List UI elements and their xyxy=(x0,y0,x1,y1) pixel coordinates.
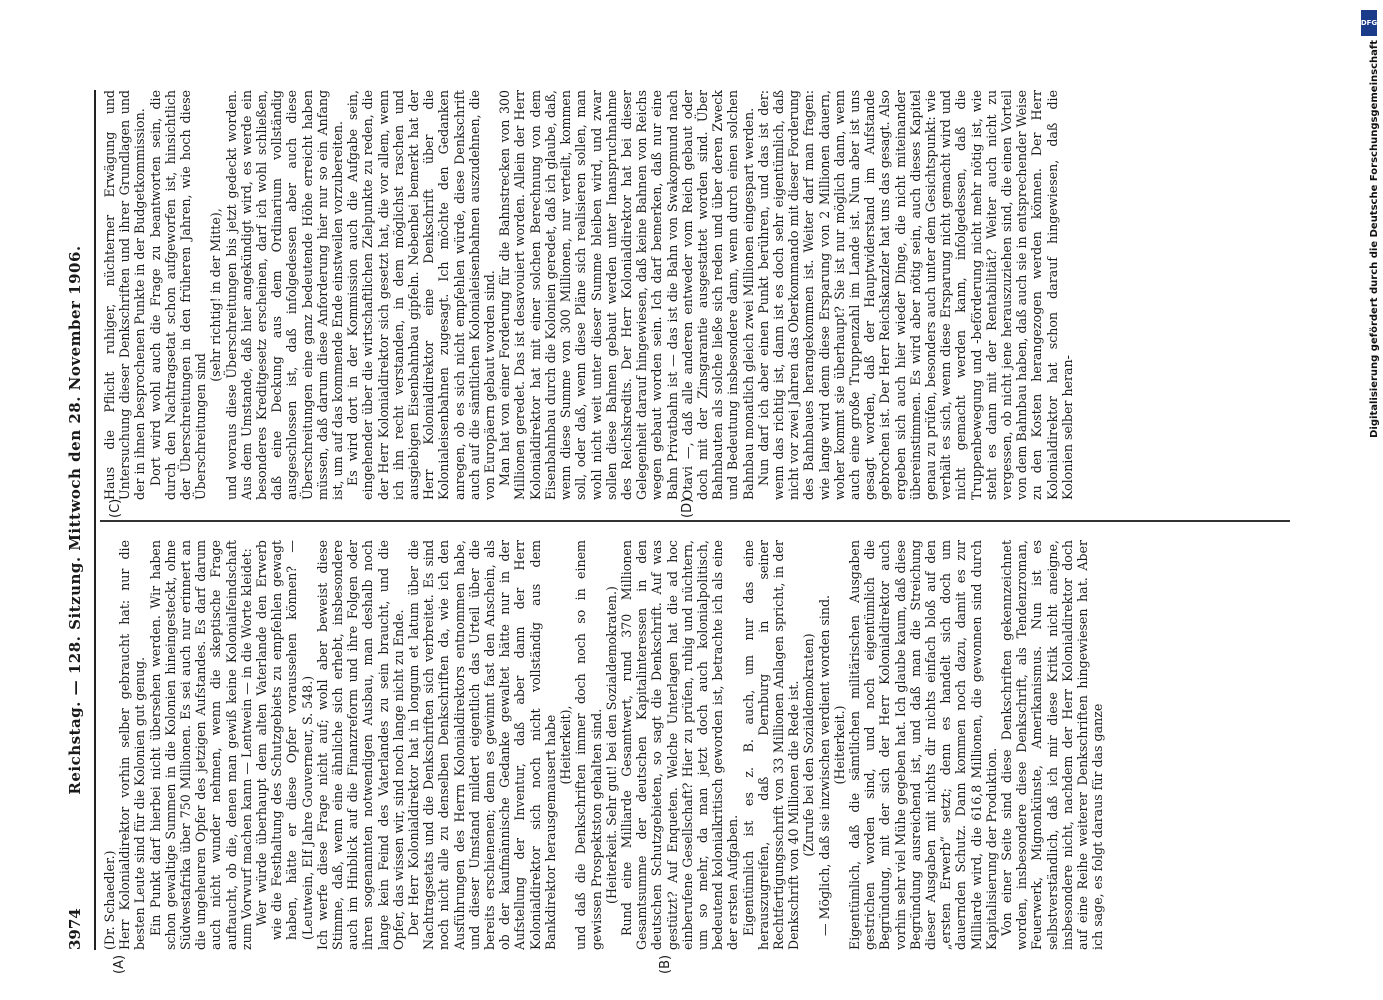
paragraph: Der Herr Kolonialdirektor hat in longum et latum über die Nachtragsetats und die Denkschriften sich verbreitet. Es sind noch nicht alle zu denselben Denkschriften da, wie ich den Ausführungen des Herrn Kolonialdirektors entnommen habe, und dieser Umstand mildert eigentlich das Urteil über die bereits erschienenen; denn es gewinnt fast den Anschein, als ob der kaufmännische Gedanke gewaltet hätte nur in der Aufstellung der Inventur, daß aber dann der Herr Kolonialdirektor sich noch nicht vollständig aus dem Bankdirektor herausgemausert habe xyxy=(406,540,558,950)
paragraph: Ich werfe diese Frage nicht auf; wohl aber beweist diese Stimme, daß, wenn eine ähnliche sich erhebt, insbesondere auch im Hinblick auf die Finanzreform und ihre Folgen oder ihren sogenannten notwendigen Ausbau, man deshalb noch lange kein Feind des Vaterlandes zu sein braucht, und die Opfer, das wissen wir, sind noch lange nicht zu Ende. xyxy=(314,540,406,950)
paragraph: und woraus diese Überschreitungen bis jetzt gedeckt worden. Aus dem Umstande, daß hier angekündigt wird, es werde ein besonderes Kreditgesetz erscheinen, darf ich wohl schließen, daß eine Deckung aus dem Ordinarium vollständig ausgeschlossen ist, daß infolgedessen aber auch diese Überschreitungen eine ganz bedeutende Höhe erreicht haben müssen, daß darum diese Anforderung hier nur so ein Anfang ist, um auf das kommende Ende einstweilen vorzubereiten. xyxy=(223,90,346,500)
running-title: Reichstag. — 128. Sitzung. Mittwoch den 28. November 1906. xyxy=(66,245,84,795)
interjection: (Heiterkeit), xyxy=(558,705,574,785)
margin-marker-d: (D) xyxy=(680,497,695,518)
watermark-text: Digitalisierung gefördert durch die Deutsche Forschungsgemeinschaft xyxy=(1369,40,1380,438)
margin-marker-c: (C) xyxy=(108,498,123,518)
header-rule xyxy=(94,90,96,950)
paragraph: Man hat von einer Forderung für die Bahnstrecken von 300 Millionen geredet. Das ist desavouiert worden. Allein der Herr Kolonialdirektor hat mit einer solchen Berechnung von dem Eisenbahnbau durch die Kolonien geredet, daß ich glaube, daß, wenn diese Summe von 300 Millionen, nur verteilt, kommen soll, oder daß, wenn diese Pläne sich realisieren sollen, man wohl nicht weit unter dieser Summe bleiben wird, und zwar sollen diese Bahnen gebaut werden unter Inanspruchnahme des Reichskredits. Der Herr Kolonialdirektor hat bei dieser Gelegenheit darauf hingewiesen, daß keine Bahnen von Reichs wegen gebaut worden sein. Ich darf bemerken, daß nur eine Bahn Privatbahn ist — das ist die Bahn von Swakopmund nach Otavi —, daß alle anderen entweder vom Reich gebaut oder doch mit der Zinsgarantie ausgestattet worden sind. Über Bahnbauten als solche ließe sich reden und über deren Zweck und Bedeutung insbesondere dann, wenn durch einen solchen Bahnbau monatlich gleich zwei Millionen eingespart werden. xyxy=(497,90,756,500)
interjection: (sehr richtig! in der Mitte), xyxy=(208,208,224,382)
margin-marker-a: (A) xyxy=(112,954,127,974)
interjection: (Heiterkeit.) xyxy=(831,705,847,785)
paragraph: Ein Punkt darf hierbei nicht übersehen werden. Wir haben schon gewaltige Summen in die Kolonien hineingesteckt, ohne Südwestafrika über 750 Millionen. Es sei auch nur erinnert an die ungeheuren Opfer des jetzigen Aufstandes. Es darf darum auch nicht wunder nehmen, wenn die skeptische Frage auftaucht, ob die, denen man gewiß keine Kolonialfeindschaft zum Vorwurf machen kann — Lentwein — in die Worte kleidet: xyxy=(147,540,254,950)
column-divider xyxy=(100,521,1290,523)
paragraph: Eigentümlich, daß die sämtlichen militärischen Ausgaben gestrichen worden sind, und noch eigentümlich die Begründung, mit der sich der Herr Kolonialdirektor auch vorhin sehr viel Mühe gegeben hat. Ich glaube kaum, daß diese Begründung ausreichend ist, und daß man die Streichung dieser Ausgaben mit nichts dir nichts einfach bloß auf den „ersten Erwerb“ setzt; denn es handelt sich doch um dauernden Schutz. Dann kommen noch dazu, damit es zur Milliarde wird, die 616,8 Millionen, die gewonnen sind durch Kapitalisierung der Produktion. xyxy=(846,540,999,950)
page-header xyxy=(60,90,96,950)
paragraph: Herr Kolonialdirektor vorhin selber gebraucht hat: nur die besten Leute sind für die Kolonien gut genug. xyxy=(117,540,148,950)
margin-marker-b: (B) xyxy=(658,954,673,974)
dfg-logo: DFG xyxy=(1361,10,1377,36)
paragraph: Es wird dort in der Kommission auch die Aufgabe sein, eingehender über die wirtschaftlichen Zielpunkte zu reden, die der Herr Kolonialdirektor sich gesetzt hat, die vor allem, wenn ich ihn recht verstanden, in dem möglichst raschen und ausgiebigen Eisenbahnbau gipfeln. Nebenbei bemerkt hat der Herr Kolonialdirektor eine Denkschrift über die Kolonialeisenbahnen zugesagt. Ich möchte den Gedanken anregen, ob es sich nicht empfehlen würde, diese Denkschrift auch auf die sämtlichen Kolonialeisenbahnen auszudehnen, die von Europäern gebaut worden sind. xyxy=(345,90,498,500)
paragraph: Nun darf ich aber einen Punkt berühren, und das ist der: wenn das richtig ist, dann ist es doch sehr eigentümlich, daß nicht vor zwei Jahren das Oberkommando mit dieser Forderung des Bahnbaues herangekommen ist. Weiter darf man fragen: wie lange wird denn diese Ersparung von 2 Millionen dauern, woher kommt sie überhaupt? Sie ist nur möglich dann, wenn auch eine große Truppenzahl im Lande ist. Nun aber ist uns gesagt worden, daß der Hauptwiderstand im Aufstande gebrochen ist. Der Herr Reichskanzler hat uns das gesagt. Also ergeben sich auch hier wieder Dinge, die nicht miteinander übereinstimmen. Es wird aber nötig sein, auch dieses Kapitel genau zu prüfen, besonders auch unter dem Gesichtspunkt: wie verhält es sich, wenn diese Ersparung nicht gemacht wird und nicht gemacht werden kann, infolgedessen, daß die Truppenbewegung und -beförderung nicht mehr nötig ist, wie steht es dann mit der Rentabilität? Weiter auch nicht zu vergessen, ob nicht jene herauszuziehen sind, die einen Vorteil von dem Bahnbau haben, daß auch sie in entsprechender Weise zu den Kosten herangezogen werden können. Der Herr Kolonialdirektor hat schon darauf hingewiesen, daß die Kolonien selber heran- xyxy=(755,90,1075,500)
paragraph: — Möglich, daß sie inzwischen verdient worden sind. xyxy=(816,594,832,936)
paragraph: und daß die Denkschriften immer doch noch so in einem gewissen Prospektston gehalten sind. xyxy=(573,540,604,950)
speaker-label: (Dr. Schaedler.) xyxy=(102,850,117,950)
interjection: (Heiterkeit. Sehr gut! bei den Sozialdemokraten.) xyxy=(603,586,619,904)
paragraph: Haus die Pflicht ruhiger, nüchterner Erwägung und Untersuchung dieser Denkschriften und ihrer Grundlagen und der in ihnen besprochenen Punkte in der Budgetkommission. xyxy=(102,90,148,500)
quotation: Wer würde überhaupt dem alten Vaterlande den Erwerb wie die Festhaltung des Schutzgebiets zu empfehlen gewagt haben, hätte er diese Opfer voraussehen können? — (Leutwein, Elf Jahre Gouverneur, S. 548.) xyxy=(254,540,315,940)
paragraph: Dort wird wohl auch die Frage zu beantworten sein, die durch den Nachtragsetat schon aufgeworfen ist, hinsichtlich der Überschreitungen in den früheren Jahren, wie hoch diese Überschreitungen sind xyxy=(147,90,209,500)
paragraph: Rund eine Milliarde Gesamtwert, rund 370 Millionen Gesamtsumme der deutschen Kapitalinteressen in den deutschen Schutzgebieten, so sagt die Denkschrift. Auf was gestützt? Auf Enqueten. Welche Unterlagen hat die ad hoc einberufene Gesellschaft? Hier zu prüfen, ruhig und nüchtern, um so mehr, da man jetzt doch auch kolonialpolitisch, bedeutend kolonialkritisch geworden ist, betrachte ich als eine der ersten Aufgaben. xyxy=(618,540,741,950)
paragraph: Eigentümlich ist es z. B. auch, um nur das eine herauszugreifen, daß Dernburg in seiner Rechtfertigungsschrift von 33 Millionen Anlagen spricht, in der Denkschrift von 40 Millionen die Rede ist. xyxy=(740,540,802,950)
paragraph: Von einer Seite sind diese Denkschriften gekennzeichnet worden, insbesondere diese Denkschrift, als Tendenzroman, Feuerwerk, Mignonkünste, Amerikanismus. Nun ist es selbstverständlich, daß ich mir diese Kritik nicht aneigne, insbesondere nicht, nachdem der Herr Kolonialdirektor doch auf eine Reihe weiterer Denkschriften hingewiesen hat. Aber ich sage, es folgt daraus für das ganze xyxy=(998,540,1106,950)
document-page xyxy=(60,90,1300,974)
page-number: 3974 xyxy=(66,908,84,950)
left-column xyxy=(102,540,1292,950)
interjection: (Zurufe bei den Sozialdemokraten) xyxy=(801,633,817,857)
digitization-watermark xyxy=(1360,10,1380,790)
right-column xyxy=(102,90,1292,500)
